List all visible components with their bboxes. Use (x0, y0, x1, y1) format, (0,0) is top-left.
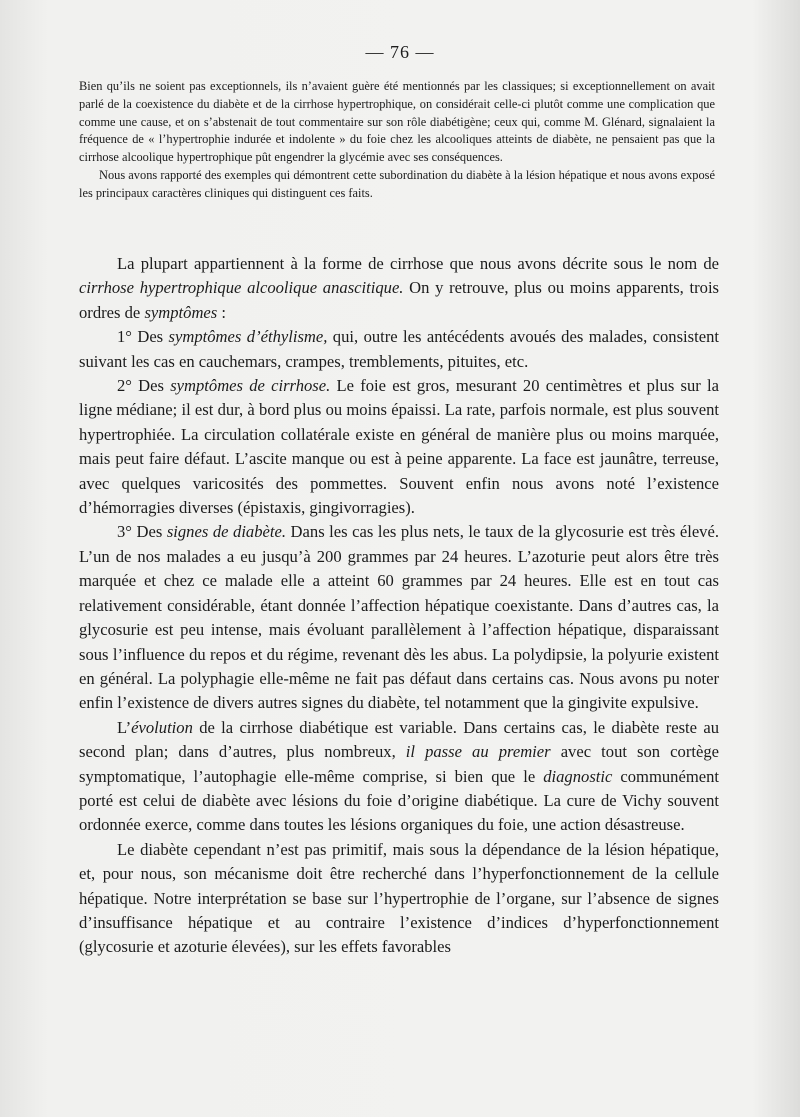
text: qui, outre les antécédents avoués des malades, consistent suivant les cas en cauchemars, crampes, tremblements, pituites, etc. (79, 327, 719, 371)
text: On y retrouve, plus ou moins apparents, trois ordres de (79, 278, 720, 322)
intro-paragraph-2: Nous avons rapporté des exemples qui démontrent cette subordination du diabète à la lésion hépatique et nous avons exposé les principaux caractères cliniques qui distinguent ces faits. (79, 167, 715, 200)
emphasis: symptômes de cirrhose. (170, 376, 331, 396)
intro-paragraphs (79, 78, 715, 203)
emphasis: symptômes d’éthylisme, (168, 327, 328, 347)
emphasis: cirrhose hypertrophique alcoolique anascitique. (79, 278, 404, 298)
paragraph-cirrhose (79, 374, 719, 520)
paragraph-diabete (79, 520, 719, 715)
text: Le foie est gros, mesurant 20 centimètres et plus sur la ligne médiane; il est dur, à bord plus ou moins épaissi. La rate, parfois normale, est plus souvent hypertrophiée. La circulation collatérale existe en général de manière plus ou moins marquée, mais peut faire défaut. L’ascite manque ou est à peine apparente. La face est jaunâtre, terreuse, avec quelques varicosités des pommettes. Souvent enfin nous avons noté l’existence d’hémorragies diverses (épistaxis, gingivorragies). (79, 376, 719, 518)
text: L’ (117, 717, 132, 737)
text: de la cirrhose diabétique est variable. Dans certains cas, le diabète reste au second plan; dans d’autres, plus nombreux, (79, 717, 719, 762)
text: Dans les cas les plus nets, le taux de la glycosurie est très élevé. L’un de nos malades a eu jusqu’à 200 grammes par 24 heures. L’azoturie peut alors être très marquée et chez ce malade elle a atteint 60 grammes par 24 heures. Elle est en tout cas relativement considérable, étant donnée l’affection hépatique coexistante. Dans d’autres cas, la glycosurie est peu intense, mais évoluant parallèlement à l’affection hépatique, disparaissant sous l’influence du repos et du régime, revenant dès les abus. La polydipsie, la polyurie existent en général. La polyphagie elle-même ne fait pas défaut dans certains cas. Nous avons pu noter enfin l’existence de divers autres signes du diabète, tel notamment que la gingivite expulsive. (79, 522, 719, 713)
text: avec tout son cortège symptomatique, l’autophagie elle-même comprise, si bien que le (79, 742, 719, 786)
paragraph-mecanisme: Le diabète cependant n’est pas primitif, mais sous la dépendance de la lésion hépatique, et, pour nous, son mécanisme doit être recherché dans l’hyperfonctionnement de la cellule hépatique. Notre interprétation se base sur l’hypertrophie de l’organe, sur l’absence de signes d’insuffisance hépatique et au contraire l’existence d’indices d’hyperfonctionnement (glycosurie et azoturie élevées), sur les effets favorables (79, 839, 719, 957)
text: 1° Des (117, 327, 169, 347)
emphasis: diagnostic (543, 766, 613, 786)
emphasis: il passe au premier (405, 742, 551, 762)
page-number: — 76 — (365, 42, 435, 62)
emphasis: symptômes (144, 302, 218, 322)
emphasis: évolution (131, 717, 193, 737)
text: : (217, 302, 227, 322)
paragraph-evolution (79, 716, 719, 838)
paragraph-ethylisme (79, 325, 719, 374)
text: communément porté est celui de diabète avec lésions du foie d’origine diabétique. La cure de Vichy souvent ordonnée exerce, comme dans toutes les lésions organiques du foie, une action désastreuse. (79, 766, 720, 835)
text: 2° Des (117, 376, 171, 396)
emphasis: signes de diabète. (166, 522, 287, 542)
text: 3° Des (117, 522, 167, 542)
intro-paragraph-1: Bien qu’ils ne soient pas exceptionnels, ils n’avaient guère été mentionnés par les classiques; si exceptionnellement on avait parlé de la coexistence du diabète et de la cirrhose hypertrophique, on considérait celle-ci plutôt comme une complication que comme une cause, et on s’abstenait de tout commentaire sur son rôle diabétigène; ceux qui, comme M. Glénard, signalaient la fréquence de « l’hypertrophie indurée et indolente » du foie chez les alcooliques atteints de diabète, ne pensaient pas que la cirrhose alcoolique hypertrophique pût engendrer la glycémie avec ses conséquences. (79, 79, 715, 165)
paragraph-forms (79, 252, 719, 325)
text: La plupart appartiennent à la forme de cirrhose que nous avons décrite sous le nom de (117, 254, 719, 273)
main-text (79, 252, 719, 960)
